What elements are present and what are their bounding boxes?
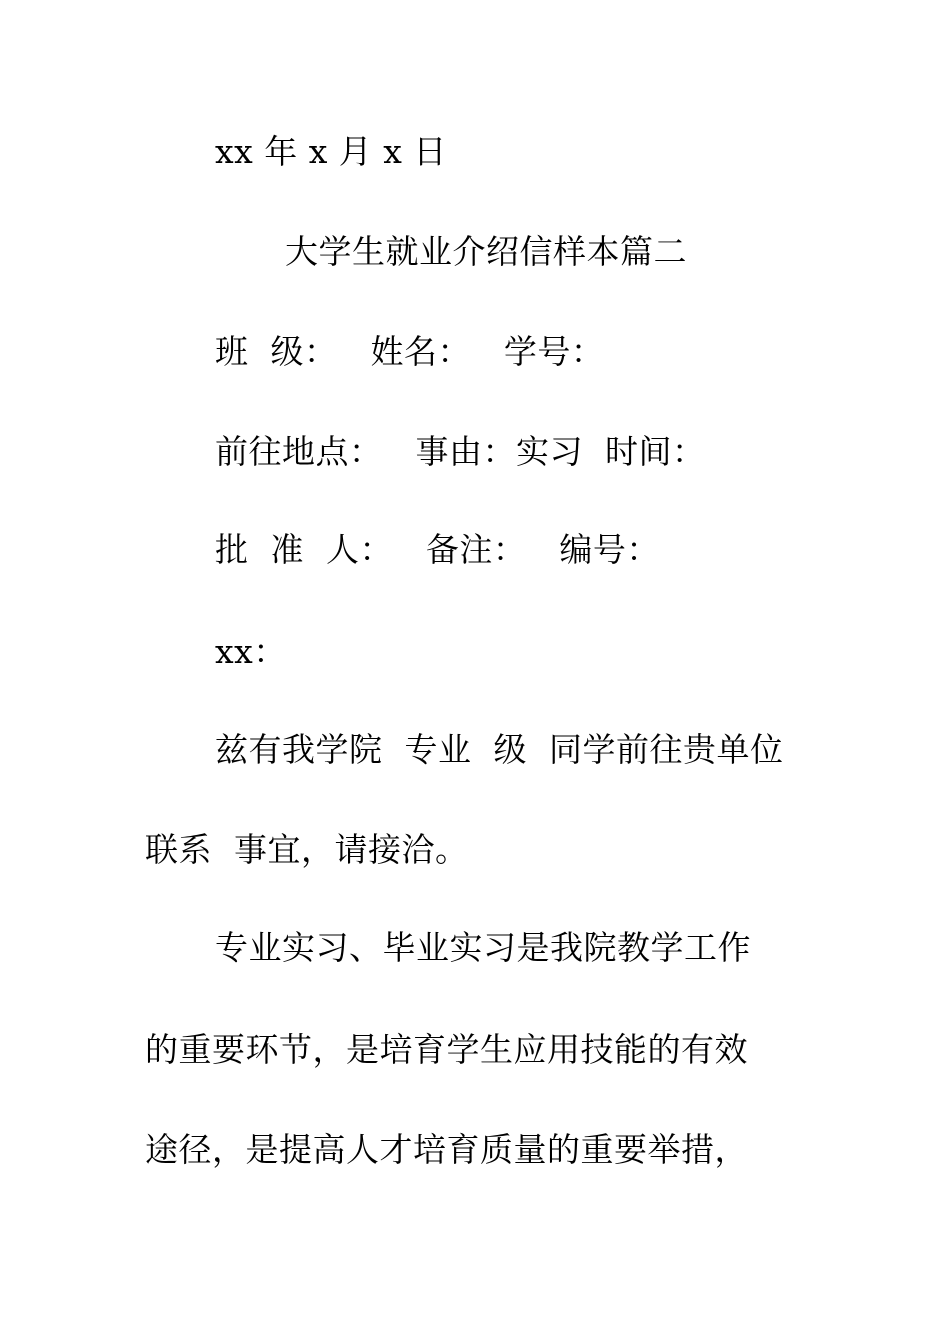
salutation-line: xx： <box>215 632 287 671</box>
paragraph-2-line-1: 专业实习、毕业实习是我院教学工作 <box>215 928 751 967</box>
paragraph-2-line-3: 途径，是提高人才培育质量的重要举措， <box>145 1130 748 1169</box>
form-line-destination-reason-time: 前往地点： 事由：实习 时间： <box>215 432 706 471</box>
paragraph-1-line-1: 兹有我学院 专业 级 同学前往贵单位 <box>215 730 784 769</box>
document-title: 大学生就业介绍信样本篇二 <box>285 232 687 271</box>
date-line: xx 年 x 月 x 日 <box>215 132 447 171</box>
form-line-approver-note-number: 批 准 人： 备注： 编号： <box>215 530 660 569</box>
paragraph-2-line-2: 的重要环节，是培育学生应用技能的有效 <box>145 1030 748 1069</box>
paragraph-1-line-2: 联系 事宜，请接洽。 <box>145 830 469 869</box>
form-line-class-name-id: 班 级： 姓名： 学号： <box>215 332 605 371</box>
